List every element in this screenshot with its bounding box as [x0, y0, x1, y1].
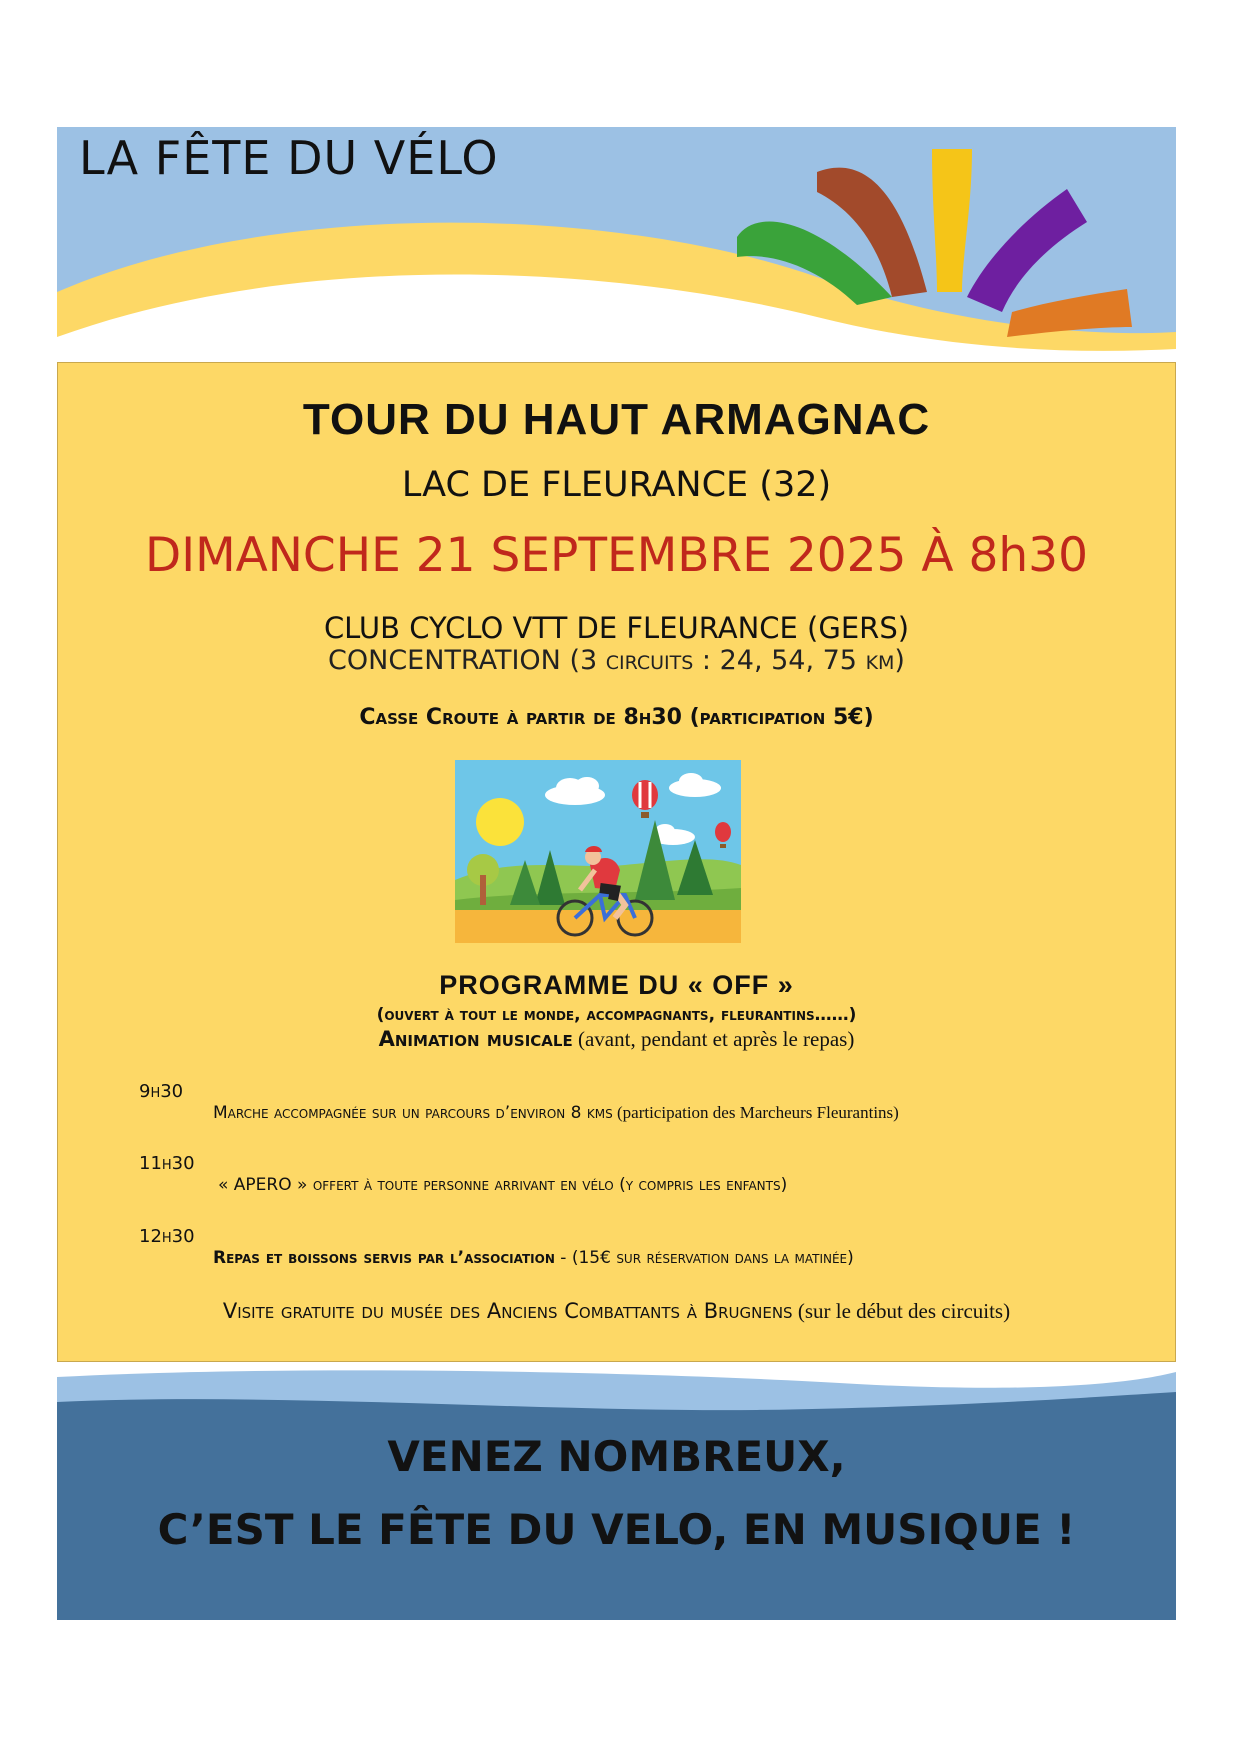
- schedule-text: Repas et boissons servis par l’association: [213, 1248, 555, 1268]
- schedule-item: [218, 1175, 787, 1195]
- schedule-note: (participation des Marcheurs Fleurantins): [612, 1103, 899, 1122]
- event-date: DIMANCHE 21 SEPTEMBRE 2025 À 8h30: [145, 528, 1088, 583]
- banner-title: LA FÊTE DU VÉLO: [79, 131, 499, 185]
- programme-subtitle: (ouvert à tout le monde, accompagnants, fleurantins……): [376, 1005, 857, 1025]
- schedule-time: 9h30: [139, 1081, 184, 1102]
- event-info-box: [57, 362, 1176, 1362]
- schedule-time: 12h30: [139, 1226, 195, 1247]
- schedule-time: 11h30: [139, 1153, 195, 1174]
- animation-label: Animation musicale: [378, 1027, 573, 1051]
- schedule-note: - (15€ sur réservation dans la matinée): [554, 1248, 854, 1268]
- schedule-item: [213, 1103, 899, 1123]
- footer-line-1: VENEZ NOMBREUX,: [387, 1432, 846, 1481]
- museum-visit-note: (sur le début des circuits): [792, 1299, 1011, 1323]
- schedule-text: « APERO » offert à toute personne arrivant en vélo (y compris les enfants): [218, 1175, 788, 1195]
- programme-animation: [58, 1027, 1175, 1052]
- footer-banner: [57, 1362, 1176, 1620]
- museum-visit: [58, 1299, 1175, 1324]
- animation-note: (avant, pendant et après le repas): [572, 1027, 855, 1051]
- event-club: CLUB CYCLO VTT DE FLEURANCE (GERS): [323, 611, 910, 645]
- schedule-item: [213, 1248, 854, 1268]
- programme-title: PROGRAMME DU « OFF »: [439, 970, 794, 1000]
- event-title: TOUR DU HAUT ARMAGNAC: [302, 395, 931, 444]
- footer-line-2: C’EST LE FÊTE DU VELO, EN MUSIQUE !: [157, 1505, 1076, 1554]
- event-location: LAC DE FLEURANCE (32): [401, 465, 832, 505]
- header-banner: [57, 127, 1176, 363]
- footer-background: [57, 1362, 1176, 1620]
- schedule-text: Marche accompagnée sur un parcours d’environ 8 kms: [213, 1103, 613, 1123]
- event-casse-croute: Casse Croute à partir de 8h30 (participation 5€): [359, 705, 874, 730]
- museum-visit-text: Visite gratuite du musée des Anciens Combattants à Brugnens: [222, 1299, 793, 1323]
- event-concentration: CONCENTRATION (3 circuits : 24, 54, 75 km): [328, 645, 905, 676]
- cyclist-illustration: [455, 760, 741, 943]
